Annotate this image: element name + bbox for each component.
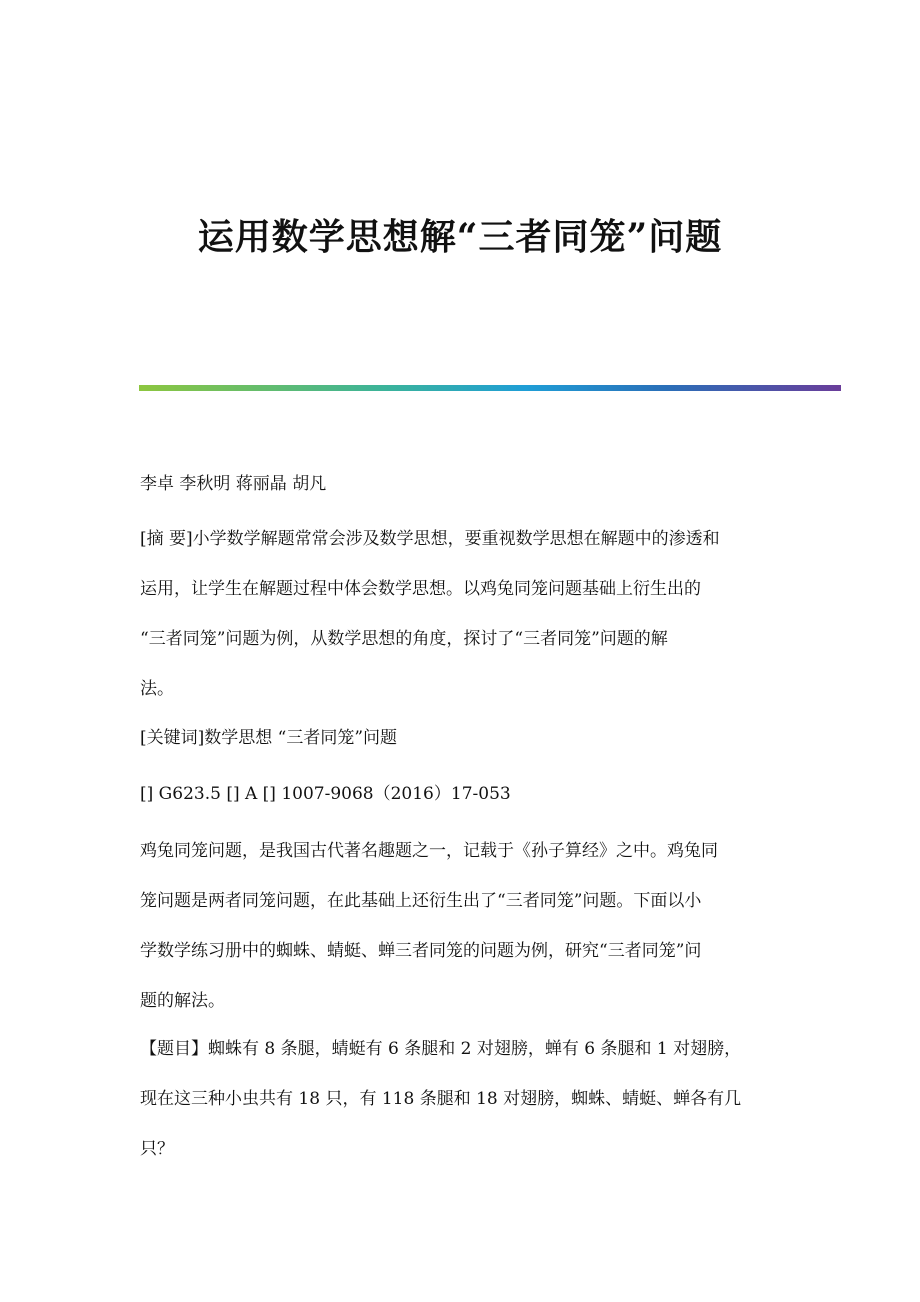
abstract — [140, 514, 790, 714]
paragraph-line: 学数学练习册中的蜘蛛、蜻蜓、蝉三者同笼的问题为例，研究“三者同笼”问 — [140, 941, 702, 961]
abstract-line: “三者同笼”问题为例，从数学思想的角度，探讨了“三者同笼”问题的解 — [140, 629, 668, 649]
abstract-line: 法。 — [140, 679, 174, 699]
title-divider — [139, 385, 841, 391]
paragraph-line: 笼问题是两者同笼问题，在此基础上还衍生出了“三者同笼”问题。下面以小 — [140, 891, 702, 911]
problem-line: 【题目】蜘蛛有 8 条腿，蜻蜓有 6 条腿和 2 对翅膀，蝉有 6 条腿和 1 对翅膀， — [140, 1039, 742, 1059]
classification-codes — [140, 769, 790, 819]
abstract-line: 运用，让学生在解题过程中体会数学思想。以鸡兔同笼问题基础上衍生出的 — [140, 579, 701, 599]
problem-line: 只？ — [140, 1139, 174, 1159]
paragraph-line: 题的解法。 — [140, 991, 225, 1011]
author-list — [140, 459, 790, 509]
body-paragraph — [140, 826, 790, 1026]
abstract-line: [摘 要]小学数学解题常常会涉及数学思想，要重视数学思想在解题中的渗透和 — [140, 529, 720, 549]
keywords-text: [关键词]数学思想 “三者同笼”问题 — [140, 728, 398, 748]
problem-statement — [140, 1024, 790, 1174]
problem-line: 现在这三种小虫共有 18 只，有 118 条腿和 18 对翅膀，蜘蛛、蜻蜓、蝉各有几 — [140, 1089, 742, 1109]
keywords — [140, 713, 790, 763]
page-title: 运用数学思想解“三者同笼”问题 — [197, 216, 723, 258]
authors-text: 李卓 李秋明 蒋丽晶 胡凡 — [140, 474, 327, 494]
paragraph-line: 鸡兔同笼问题，是我国古代著名趣题之一，记载于《孙子算经》之中。鸡兔同 — [140, 841, 718, 861]
classification-text: [] G623.5 [] A [] 1007-9068（2016）17-053 — [140, 784, 511, 804]
